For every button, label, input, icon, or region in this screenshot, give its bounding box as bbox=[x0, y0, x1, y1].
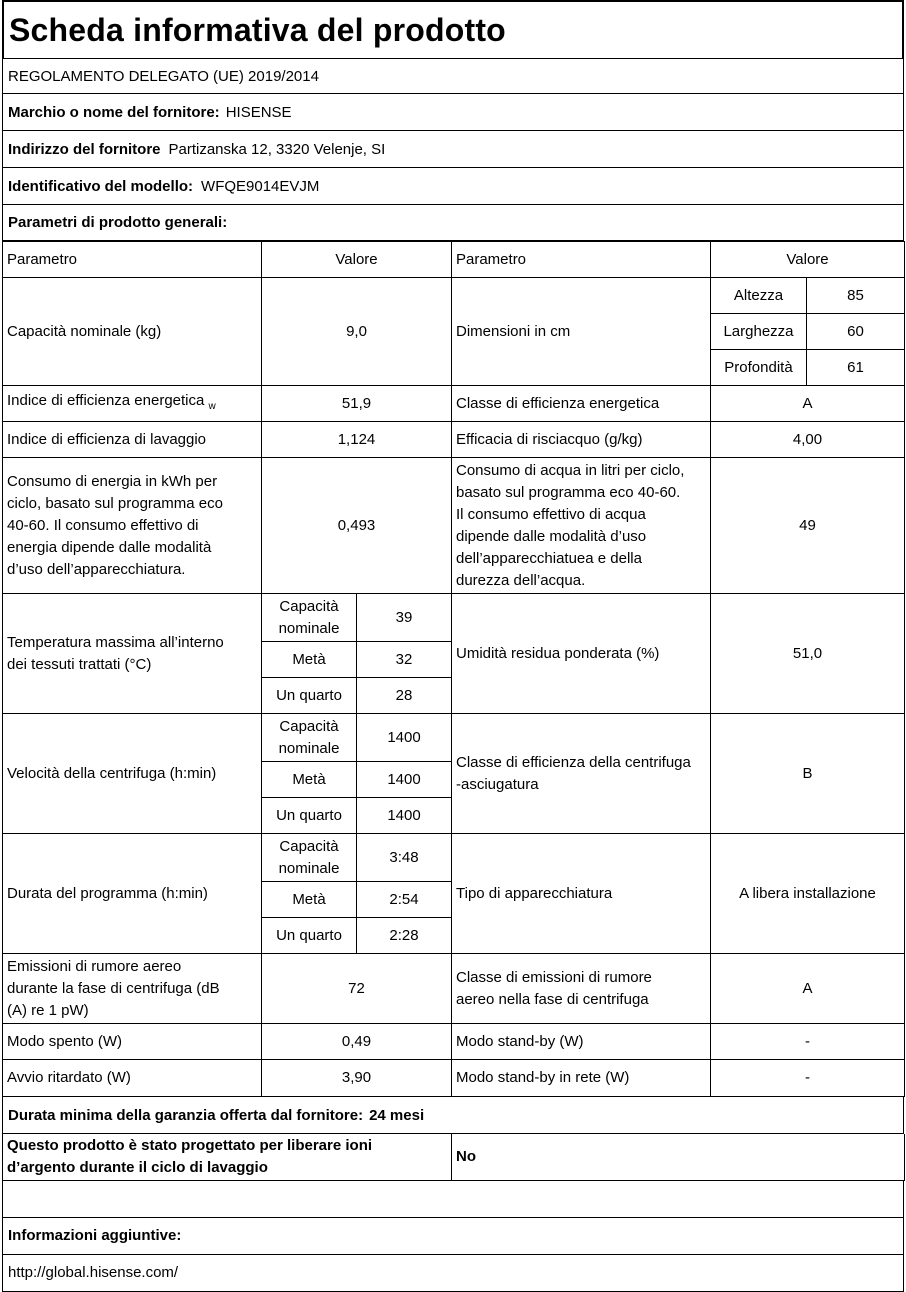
text-line: basato sul programma eco 40-60. bbox=[456, 483, 681, 501]
height-label: Altezza bbox=[711, 278, 807, 314]
noise-class-label bbox=[452, 954, 711, 1024]
residual-moisture-label: Umidità residua ponderata (%) bbox=[452, 594, 711, 714]
max-temp-half: 32 bbox=[357, 642, 452, 678]
washing-index-label: Indice di efficienza di lavaggio bbox=[3, 422, 262, 458]
half-label: Metà bbox=[262, 642, 357, 678]
quarter-label: Un quarto bbox=[262, 678, 357, 714]
text-line: ciclo, basato sul programma eco bbox=[7, 494, 223, 512]
energy-consumption-label bbox=[3, 458, 262, 594]
additional-info-label: Informazioni aggiuntive: bbox=[8, 1227, 182, 1244]
duration-half: 2:54 bbox=[357, 882, 452, 918]
text-line: nominale bbox=[278, 739, 340, 757]
delay-start-value: 3,90 bbox=[262, 1060, 452, 1097]
text-line: durante la fase di centrifuga (dB bbox=[7, 979, 220, 997]
width-value: 60 bbox=[807, 314, 905, 350]
energy-class-value: A bbox=[711, 386, 905, 422]
full-capacity-label bbox=[262, 834, 357, 882]
table-header-row bbox=[3, 242, 905, 278]
delay-start-label: Avvio ritardato (W) bbox=[3, 1060, 262, 1097]
capacity-label: Capacità nominale (kg) bbox=[3, 278, 262, 386]
rinsing-value: 4,00 bbox=[711, 422, 905, 458]
spin-speed-quarter: 1400 bbox=[357, 798, 452, 834]
empty-row bbox=[2, 1181, 904, 1218]
header-param-left: Parametro bbox=[3, 242, 262, 278]
appliance-type-value: A libera installazione bbox=[711, 834, 905, 954]
text-line: Capacità bbox=[279, 717, 339, 735]
text-line: dell’apparecchiatuea e della bbox=[456, 549, 642, 567]
text-line: Emissioni di rumore aereo bbox=[7, 957, 182, 975]
regulation-text: REGOLAMENTO DELEGATO (UE) 2019/2014 bbox=[8, 67, 319, 85]
table-row bbox=[3, 1024, 905, 1060]
text-line: dipende dalle modalità d’uso bbox=[456, 527, 647, 545]
supplier-value: HISENSE bbox=[225, 103, 292, 121]
width-label: Larghezza bbox=[711, 314, 807, 350]
quarter-label: Un quarto bbox=[262, 918, 357, 954]
table-row bbox=[3, 458, 905, 594]
capacity-value: 9,0 bbox=[262, 278, 452, 386]
spin-class-label bbox=[452, 714, 711, 834]
text-line: durezza dell’acqua. bbox=[456, 571, 586, 589]
text-line: Capacità bbox=[279, 597, 339, 615]
noise-value: 72 bbox=[262, 954, 452, 1024]
text-line: dei tessuti trattati (°C) bbox=[7, 655, 152, 673]
spin-speed-full: 1400 bbox=[357, 714, 452, 762]
silver-ions-label bbox=[3, 1134, 452, 1180]
warranty-value: 24 mesi bbox=[369, 1106, 425, 1124]
text-line: Consumo di energia in kWh per bbox=[7, 472, 218, 490]
parameters-table bbox=[2, 241, 905, 1097]
additional-info-row bbox=[2, 1218, 904, 1255]
energy-class-label: Classe di efficienza energetica bbox=[452, 386, 711, 422]
eei-value: 51,9 bbox=[262, 386, 452, 422]
standby-label: Modo stand-by (W) bbox=[452, 1024, 711, 1060]
supplier-row bbox=[2, 94, 904, 131]
table-row bbox=[3, 594, 905, 642]
eei-label: Indice di efficienza energetica bbox=[7, 391, 205, 409]
eei-cell bbox=[3, 386, 262, 422]
half-label: Metà bbox=[262, 762, 357, 798]
off-mode-label: Modo spento (W) bbox=[3, 1024, 262, 1060]
table-row bbox=[3, 1060, 905, 1097]
table-row bbox=[3, 834, 905, 882]
height-value: 85 bbox=[807, 278, 905, 314]
text-line: Classe di emissioni di rumore bbox=[456, 968, 652, 986]
table-row bbox=[3, 954, 905, 1024]
text-line: aereo nella fase di centrifuga bbox=[456, 990, 649, 1008]
depth-value: 61 bbox=[807, 350, 905, 386]
standby-value: - bbox=[711, 1024, 905, 1060]
text-line: energia dipende dalle modalità bbox=[7, 538, 212, 556]
text-line: nominale bbox=[278, 859, 340, 877]
text-line: (A) re 1 pW) bbox=[7, 1001, 89, 1019]
table-row bbox=[3, 714, 905, 762]
depth-label: Profondità bbox=[711, 350, 807, 386]
table-row bbox=[3, 422, 905, 458]
max-temp-quarter: 28 bbox=[357, 678, 452, 714]
model-value: WFQE9014EVJM bbox=[201, 177, 320, 195]
networked-standby-value: - bbox=[711, 1060, 905, 1097]
header-param-right: Parametro bbox=[452, 242, 711, 278]
spin-speed-label: Velocità della centrifuga (h:min) bbox=[3, 714, 262, 834]
address-value: Partizanska 12, 3320 Velenje, SI bbox=[168, 140, 386, 158]
text-line: Capacità bbox=[279, 837, 339, 855]
text-line: d’uso dell’apparecchiatura. bbox=[7, 560, 186, 578]
half-label: Metà bbox=[262, 882, 357, 918]
silver-ions-table bbox=[2, 1134, 905, 1181]
text-line: Questo prodotto è stato progettato per liberare ioni bbox=[7, 1136, 373, 1154]
spin-class-value: B bbox=[711, 714, 905, 834]
rinsing-label: Efficacia di risciacquo (g/kg) bbox=[452, 422, 711, 458]
duration-label: Durata del programma (h:min) bbox=[3, 834, 262, 954]
model-label: Identificativo del modello: bbox=[8, 177, 194, 195]
water-consumption-value: 49 bbox=[711, 458, 905, 594]
text-line: -asciugatura bbox=[456, 775, 539, 793]
text-line: d’argento durante il ciclo di lavaggio bbox=[7, 1158, 268, 1176]
url-row bbox=[2, 1255, 904, 1292]
residual-moisture-value: 51,0 bbox=[711, 594, 905, 714]
dimensions-label: Dimensioni in cm bbox=[452, 278, 711, 386]
full-capacity-label bbox=[262, 594, 357, 642]
header-value-right: Valore bbox=[711, 242, 905, 278]
supplier-label: Marchio o nome del fornitore: bbox=[8, 103, 220, 121]
text-line: Classe di efficienza della centrifuga bbox=[456, 753, 691, 771]
networked-standby-label: Modo stand-by in rete (W) bbox=[452, 1060, 711, 1097]
noise-class-value: A bbox=[711, 954, 905, 1024]
duration-quarter: 2:28 bbox=[357, 918, 452, 954]
model-row bbox=[2, 168, 904, 205]
page-title: Scheda informativa del prodotto bbox=[9, 11, 506, 48]
off-mode-value: 0,49 bbox=[262, 1024, 452, 1060]
text-line: nominale bbox=[278, 619, 340, 637]
table-row bbox=[3, 278, 905, 314]
full-capacity-label bbox=[262, 714, 357, 762]
general-params-row bbox=[2, 205, 904, 241]
spin-speed-half: 1400 bbox=[357, 762, 452, 798]
noise-label bbox=[3, 954, 262, 1024]
website-link[interactable]: http://global.hisense.com/ bbox=[8, 1264, 179, 1281]
warranty-label: Durata minima della garanzia offerta dal fornitore: bbox=[8, 1106, 364, 1124]
duration-full: 3:48 bbox=[357, 834, 452, 882]
silver-ions-row bbox=[3, 1134, 905, 1180]
header-value-left: Valore bbox=[262, 242, 452, 278]
text-line: 40-60. Il consumo effettivo di bbox=[7, 516, 199, 534]
table-row bbox=[3, 386, 905, 422]
max-temp-full: 39 bbox=[357, 594, 452, 642]
general-params-label: Parametri di prodotto generali: bbox=[8, 214, 228, 231]
silver-ions-value: No bbox=[452, 1134, 905, 1180]
text-line: Consumo di acqua in litri per ciclo, bbox=[456, 461, 685, 479]
max-temp-label bbox=[3, 594, 262, 714]
title-row bbox=[2, 0, 904, 58]
text-line: Il consumo effettivo di acqua bbox=[456, 505, 646, 523]
address-row bbox=[2, 131, 904, 168]
washing-index-value: 1,124 bbox=[262, 422, 452, 458]
regulation-row bbox=[2, 58, 904, 94]
quarter-label: Un quarto bbox=[262, 798, 357, 834]
appliance-type-label: Tipo di apparecchiatura bbox=[452, 834, 711, 954]
text-line: Temperatura massima all’interno bbox=[7, 633, 224, 651]
water-consumption-label bbox=[452, 458, 711, 594]
address-label: Indirizzo del fornitore bbox=[8, 140, 161, 158]
eei-subscript: w bbox=[208, 400, 216, 412]
warranty-row bbox=[2, 1097, 904, 1134]
energy-consumption-value: 0,493 bbox=[262, 458, 452, 594]
